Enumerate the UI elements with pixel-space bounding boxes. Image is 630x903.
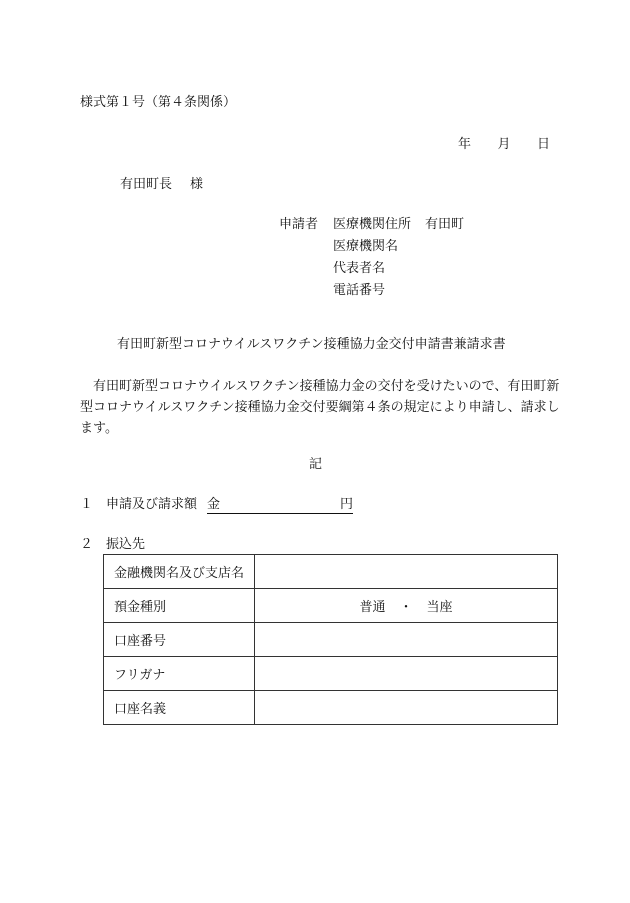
applicant-row: [279, 284, 464, 306]
row-label: 預金種別: [104, 589, 255, 623]
item-transfer: [80, 538, 145, 551]
amount-unit: 円: [340, 497, 354, 512]
row-label: フリガナ: [104, 657, 255, 691]
date-day-label: 日: [536, 137, 550, 152]
account-number-cell[interactable]: [255, 623, 558, 657]
item-amount: [80, 498, 353, 514]
body-text: 有田町新型コロナウイルスワクチン接種協力金の交付を受けたいので、有田町新型コロナウイルスワクチン接種協力金交付要綱第４条の規定により申請し、請求します。: [80, 379, 560, 436]
recipient-name: 有田町長: [120, 177, 173, 192]
table-row: [104, 589, 558, 623]
applicant-field-key: 代表者名: [333, 261, 386, 276]
applicant-row: [279, 218, 464, 240]
account-type-cell: [255, 589, 558, 623]
bank-table: [103, 554, 558, 725]
table-row: [104, 691, 558, 725]
date-month-label: 月: [497, 137, 511, 152]
item-label: 申請及び請求額: [106, 497, 198, 512]
applicant-field-value[interactable]: 有田町: [425, 217, 465, 232]
applicant-block: [279, 218, 464, 306]
recipient: [120, 178, 203, 191]
bank-name-cell[interactable]: [255, 555, 558, 589]
amount-prefix: 金: [207, 497, 221, 512]
form-number: 様式第１号（第４条関係）: [80, 95, 237, 110]
recipient-suffix: 様: [190, 177, 204, 192]
account-type-current[interactable]: 当座: [426, 600, 453, 615]
amount-field[interactable]: [207, 498, 353, 514]
applicant-row: [279, 240, 464, 262]
furigana-cell[interactable]: [255, 657, 558, 691]
item-label: 振込先: [106, 537, 146, 552]
row-label: 口座名義: [104, 691, 255, 725]
account-holder-cell[interactable]: [255, 691, 558, 725]
table-row: [104, 657, 558, 691]
row-label: 口座番号: [104, 623, 255, 657]
applicant-row: [279, 262, 464, 284]
applicant-field-key: 電話番号: [333, 283, 386, 298]
table-row: [104, 555, 558, 589]
applicant-label: 申請者: [279, 217, 319, 232]
document-title: 有田町新型コロナウイルスワクチン接種協力金交付申請書兼請求書: [117, 337, 506, 352]
account-type-ordinary[interactable]: 普通: [359, 600, 386, 615]
item-number: ２: [80, 537, 94, 552]
account-type-separator: ・: [399, 600, 413, 615]
applicant-field-key: 医療機関名: [333, 239, 399, 254]
ki-heading: 記: [309, 457, 323, 472]
row-label: 金融機関名及び支店名: [104, 555, 255, 589]
body-paragraph: [80, 376, 560, 439]
item-number: １: [80, 497, 94, 512]
date-line: [458, 138, 550, 151]
date-year-label: 年: [458, 137, 472, 152]
table-row: [104, 623, 558, 657]
applicant-field-key: 医療機関住所: [333, 217, 412, 232]
